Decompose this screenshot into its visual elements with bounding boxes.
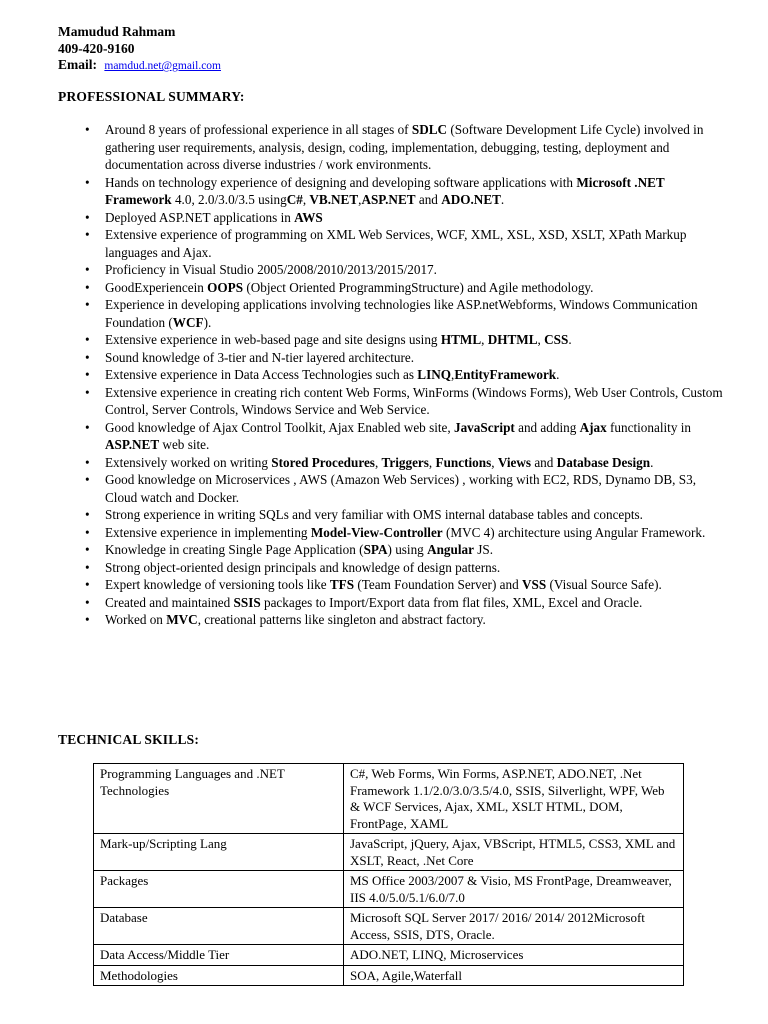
summary-text: packages to Import/Export data from flat files, XML, Excel and Oracle.	[260, 594, 643, 610]
summary-heading: PROFESSIONAL SUMMARY:	[58, 89, 245, 104]
summary-text: Experience in developing applications involving technologies like ASP.netWebforms, Windows Communication Foundation (	[105, 297, 698, 330]
summary-text: .	[556, 367, 560, 382]
summary-text: Proficiency in Visual Studio 2005/2008/2010/2013/2015/2017.	[105, 262, 437, 277]
summary-text: .	[650, 454, 654, 470]
skill-values: SOA, Agile,Waterfall	[344, 965, 684, 986]
summary-keyword: EntityFramework	[454, 367, 557, 382]
summary-keyword: SPA	[363, 542, 388, 557]
summary-text: Deployed ASP.NET applications in	[105, 209, 295, 225]
summary-item	[85, 559, 725, 577]
skill-category: Packages	[94, 871, 344, 908]
summary-item	[85, 226, 725, 261]
skill-category: Data Access/Middle Tier	[94, 945, 344, 966]
summary-keyword: SSIS	[233, 594, 261, 610]
summary-text: Created and maintained	[105, 594, 234, 610]
email-label: Email:	[58, 57, 97, 72]
summary-text: Extensive experience in creating rich content Web Forms, WinForms (Windows Forms), Web User Controls, Custom Control, Server Controls, Windows Service and Web Service.	[105, 384, 723, 417]
summary-text: ) using	[387, 542, 428, 557]
summary-text: Good knowledge on Microservices , AWS (Amazon Web Services) , working with EC2, RDS, Dynamo DB, S3, Cloud watch and Docker.	[105, 472, 697, 505]
summary-text: and adding	[514, 419, 580, 435]
summary-item	[85, 471, 725, 506]
summary-list	[85, 121, 725, 629]
summary-keyword: Model-View-Controller	[310, 524, 443, 540]
summary-keyword: C#	[286, 192, 303, 207]
summary-text: Extensive experience in Data Access Technologies such as	[105, 367, 418, 382]
skills-heading: TECHNICAL SKILLS:	[58, 732, 200, 747]
summary-item	[85, 331, 725, 349]
summary-text: Extensive experience in web-based page and site designs using	[105, 332, 441, 347]
summary-text: ,	[358, 192, 362, 207]
skills-row	[94, 945, 684, 966]
summary-item	[85, 419, 725, 454]
summary-keyword: LINQ	[417, 367, 452, 382]
summary-text: ,	[374, 454, 382, 470]
summary-keyword: VSS	[521, 577, 547, 592]
summary-text: ,	[537, 332, 545, 347]
summary-keyword: AWS	[294, 209, 323, 225]
summary-text: .	[568, 332, 572, 347]
skill-category: Mark-up/Scripting Lang	[94, 834, 344, 871]
skills-row	[94, 908, 684, 945]
summary-item	[85, 366, 725, 384]
summary-item	[85, 576, 725, 594]
summary-text: JS.	[473, 542, 494, 557]
summary-text: Extensively worked on writing	[105, 454, 272, 470]
summary-item	[85, 611, 725, 629]
summary-text: web site.	[159, 437, 210, 452]
summary-text: ,	[302, 192, 310, 207]
summary-item	[85, 384, 725, 419]
skills-row	[94, 871, 684, 908]
summary-item	[85, 454, 725, 472]
summary-keyword: MVC	[166, 612, 198, 627]
skill-values: C#, Web Forms, Win Forms, ASP.NET, ADO.NET, .Net Framework 1.1/2.0/3.0/3.5/4.0, SSIS, Silverlight, WPF, Web & WCF Services, Ajax, XML, XSLT HTML, DOM, FrontPage, XAML	[344, 764, 684, 834]
skills-row	[94, 834, 684, 871]
summary-item	[85, 594, 725, 612]
summary-text: ,	[451, 367, 455, 382]
summary-keyword: SDLC	[411, 122, 448, 137]
summary-keyword: OOPS	[207, 279, 244, 295]
summary-item	[85, 121, 725, 174]
skills-row	[94, 965, 684, 986]
summary-text: (Visual Source Safe).	[546, 577, 662, 592]
summary-keyword: Functions	[435, 454, 492, 470]
skill-category: Programming Languages and .NET Technologies	[94, 764, 344, 834]
email-line	[58, 57, 221, 75]
summary-keyword: Stored Procedures	[271, 454, 375, 470]
summary-keyword: Microsoft .NET Framework	[105, 174, 665, 207]
summary-text: .	[500, 192, 505, 207]
summary-text: Hands on technology experience of designing and developing software applications with	[105, 174, 577, 190]
summary-text: Sound knowledge of 3-tier and N-tier layered architecture.	[105, 349, 415, 365]
summary-item	[85, 279, 725, 297]
skills-row	[94, 764, 684, 834]
summary-text: 4.0, 2.0/3.0/3.5 using	[171, 192, 287, 207]
summary-text: ,	[481, 332, 488, 347]
summary-keyword: HTML	[440, 332, 482, 347]
summary-keyword: CSS	[544, 332, 569, 347]
email-link[interactable]: mamdud.net@gmail.com	[104, 60, 221, 72]
summary-text: functionality in	[606, 419, 691, 435]
summary-text: Worked on	[105, 612, 167, 627]
summary-item	[85, 296, 725, 331]
summary-text: Strong object-oriented design principals and knowledge of design patterns.	[105, 559, 501, 575]
summary-text: (MVC 4) architecture using Angular Framework.	[442, 524, 706, 540]
summary-text: ,	[428, 454, 436, 470]
summary-text: Extensive experience in implementing	[105, 524, 311, 540]
summary-item	[85, 349, 725, 367]
summary-item	[85, 506, 725, 524]
summary-item	[85, 209, 725, 227]
summary-item	[85, 261, 725, 279]
skill-values: ADO.NET, LINQ, Microservices	[344, 945, 684, 966]
summary-text: Extensive experience of programming on XML Web Services, WCF, XML, XSL, XSD, XSLT, XPath Markup languages and Ajax.	[105, 227, 687, 260]
summary-text: Around 8 years of professional experience in all stages of	[105, 122, 412, 137]
summary-text: ,	[491, 454, 498, 470]
summary-keyword: WCF	[172, 314, 204, 330]
summary-keyword: ADO.NET	[441, 192, 501, 207]
candidate-name: Mamudud Rahmam	[58, 24, 176, 39]
summary-text: (Team Foundation Server) and	[354, 577, 522, 592]
skill-values: MS Office 2003/2007 & Visio, MS FrontPage, Dreamweaver, IIS 4.0/5.0/5.1/6.0/7.0	[344, 871, 684, 908]
summary-text: ).	[203, 314, 212, 330]
summary-text: and	[531, 454, 557, 470]
summary-keyword: Angular	[427, 542, 474, 557]
summary-item	[85, 524, 725, 542]
skill-values: JavaScript, jQuery, Ajax, VBScript, HTML5, CSS3, XML and XSLT, React, .Net Core	[344, 834, 684, 871]
skill-category: Database	[94, 908, 344, 945]
summary-text: (Object Oriented ProgrammingStructure) and Agile methodology.	[243, 279, 594, 295]
summary-keyword: Views	[497, 454, 532, 470]
summary-keyword: ASP.NET	[361, 192, 416, 207]
summary-keyword: Database Design	[556, 454, 651, 470]
summary-text: Expert knowledge of versioning tools like	[105, 577, 330, 592]
summary-text: Good knowledge of Ajax Control Toolkit, Ajax Enabled web site,	[105, 419, 454, 435]
summary-text: Strong experience in writing SQLs and very familiar with OMS internal database tables and concepts.	[105, 507, 643, 522]
skill-values: Microsoft SQL Server 2017/ 2016/ 2014/ 2012Microsoft Access, SSIS, DTS, Oracle.	[344, 908, 684, 945]
summary-text: (Software Development Life Cycle) involved in gathering user requirements, analysis, design, coding, implementation, debugging, testing, deployment and documentation across diverse industries / work environments.	[105, 122, 704, 172]
summary-keyword: DHTML	[487, 332, 538, 347]
summary-item	[85, 174, 725, 209]
summary-text: GoodExperiencein	[105, 279, 208, 295]
skills-table	[93, 763, 684, 986]
summary-item	[85, 541, 725, 559]
summary-keyword: Triggers	[381, 454, 429, 470]
contact-header	[58, 24, 221, 75]
summary-keyword: Ajax	[579, 419, 607, 435]
summary-keyword: VB.NET	[309, 192, 359, 207]
summary-text: Knowledge in creating Single Page Application (	[105, 542, 364, 557]
phone-number: 409-420-9160	[58, 40, 135, 56]
skill-category: Methodologies	[94, 965, 344, 986]
summary-keyword: ASP.NET	[105, 437, 160, 452]
summary-text: , creational patterns like singleton and abstract factory.	[197, 612, 486, 627]
summary-keyword: JavaScript	[453, 419, 515, 435]
summary-text: and	[415, 192, 442, 207]
summary-keyword: TFS	[329, 577, 355, 592]
